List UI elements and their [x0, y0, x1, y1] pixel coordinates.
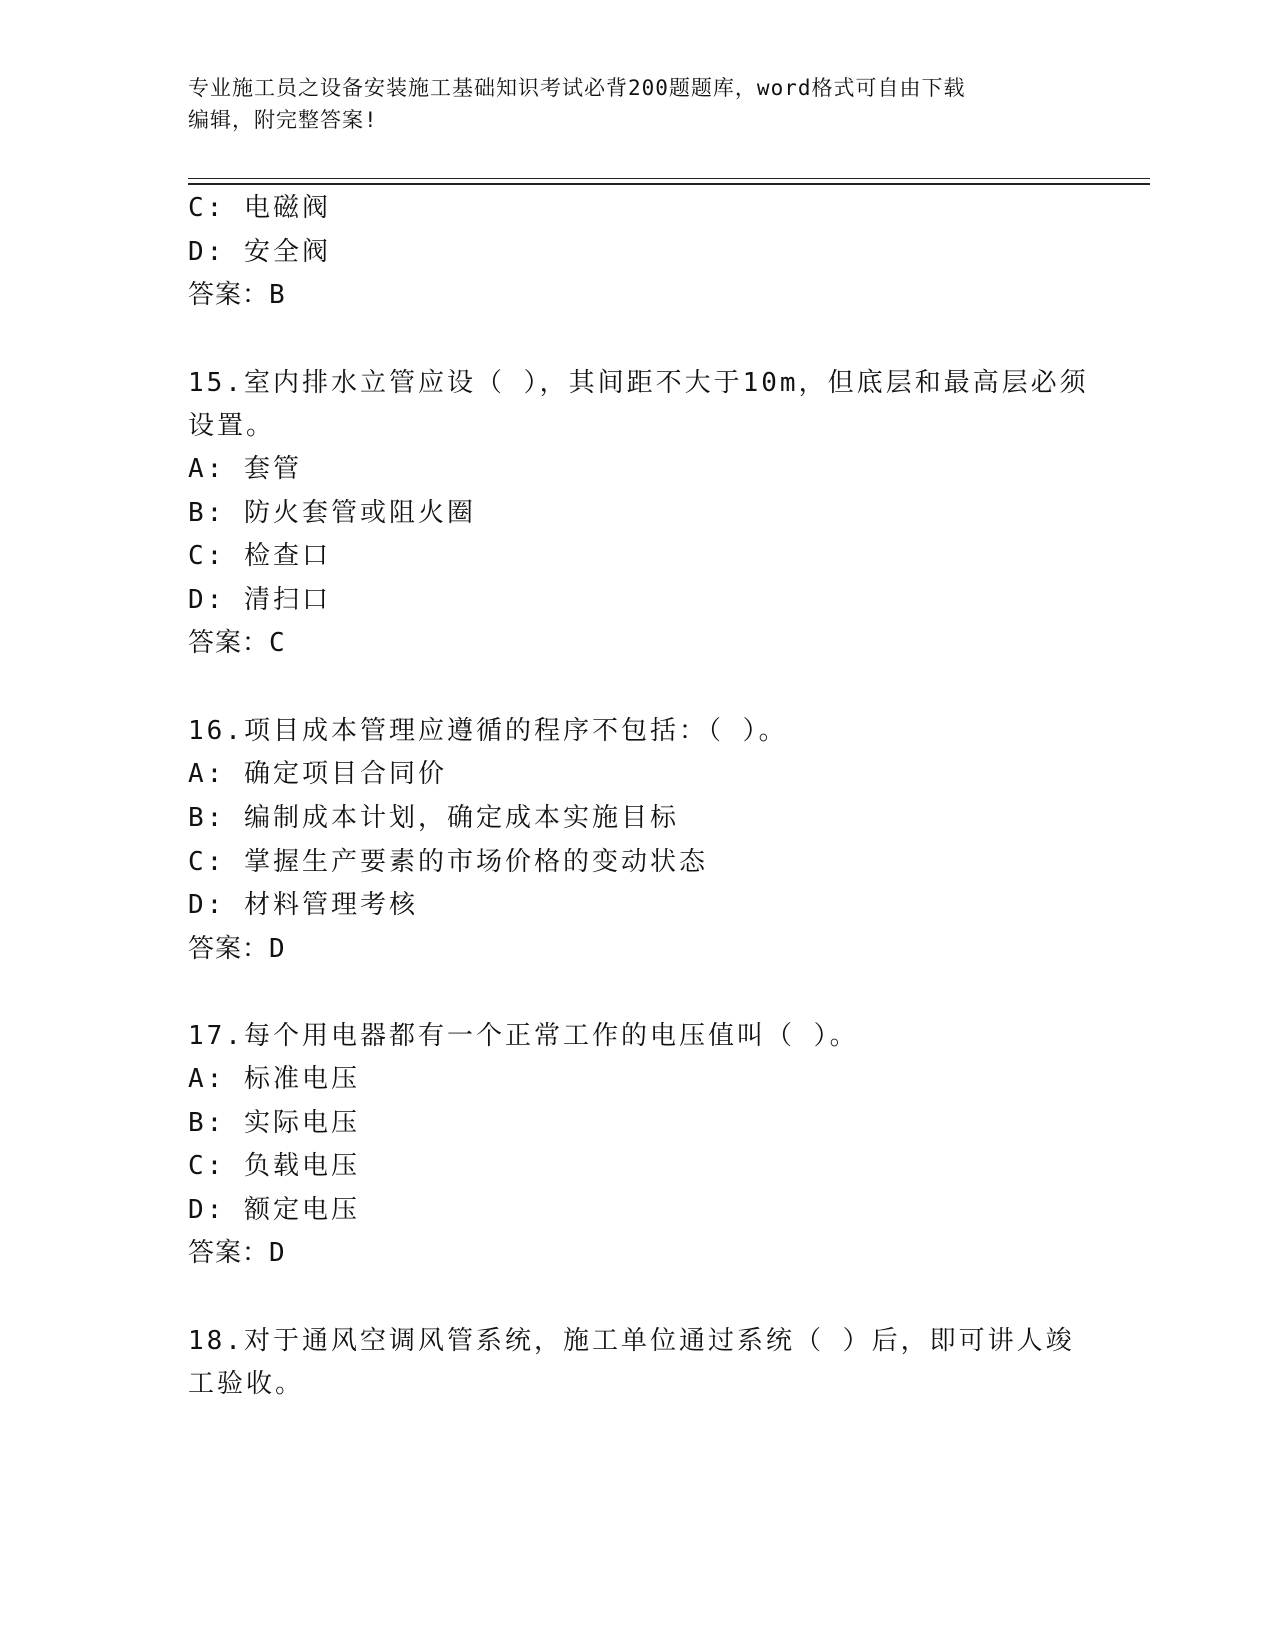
- q16-option-b: B: 编制成本计划，确定成本实施目标: [188, 803, 679, 833]
- q15-option-d: D: 清扫口: [188, 585, 331, 615]
- q15-option-b: B: 防火套管或阻火圈: [188, 498, 476, 528]
- q16-option-d: D: 材料管理考核: [188, 890, 418, 920]
- q17-option-a: A: 标准电压: [188, 1064, 360, 1094]
- q17-question: 17.每个用电器都有一个正常工作的电压值叫（ ）。: [188, 1021, 859, 1051]
- q15-question-line-2: 设置。: [188, 411, 276, 441]
- header-divider-thin: [188, 178, 1150, 179]
- header-title-line-1: 专业施工员之设备安装施工基础知识考试必背200题题库，word格式可自由下载: [188, 76, 966, 100]
- q14-answer: 答案：B: [188, 280, 286, 310]
- q18-question-line-1: 18.对于通风空调风管系统，施工单位通过系统（ ）后，即可讲人竣: [188, 1326, 1075, 1356]
- q14-option-c: C: 电磁阀: [188, 193, 331, 223]
- q17-option-b: B: 实际电压: [188, 1108, 360, 1138]
- header-title-line-2: 编辑，附完整答案!: [188, 108, 378, 132]
- q18-question-line-2: 工验收。: [188, 1369, 305, 1399]
- q15-question-line-1: 15.室内排水立管应设（ ），其间距不大于10m，但底层和最高层必须: [188, 368, 1089, 398]
- q15-option-a: A: 套管: [188, 454, 302, 484]
- q17-option-d: D: 额定电压: [188, 1195, 360, 1225]
- q16-answer: 答案：D: [188, 934, 286, 964]
- q15-option-c: C: 检查口: [188, 541, 331, 571]
- header-divider-thick: [188, 183, 1150, 185]
- q16-option-c: C: 掌握生产要素的市场价格的变动状态: [188, 847, 708, 877]
- document-header: [188, 72, 1088, 136]
- q15-answer: 答案：C: [188, 628, 286, 658]
- q16-question: 16.项目成本管理应遵循的程序不包括：（ ）。: [188, 716, 788, 746]
- q14-option-d: D: 安全阀: [188, 237, 331, 267]
- q16-option-a: A: 确定项目合同价: [188, 759, 447, 789]
- q17-option-c: C: 负载电压: [188, 1151, 360, 1181]
- q17-answer: 答案：D: [188, 1238, 286, 1268]
